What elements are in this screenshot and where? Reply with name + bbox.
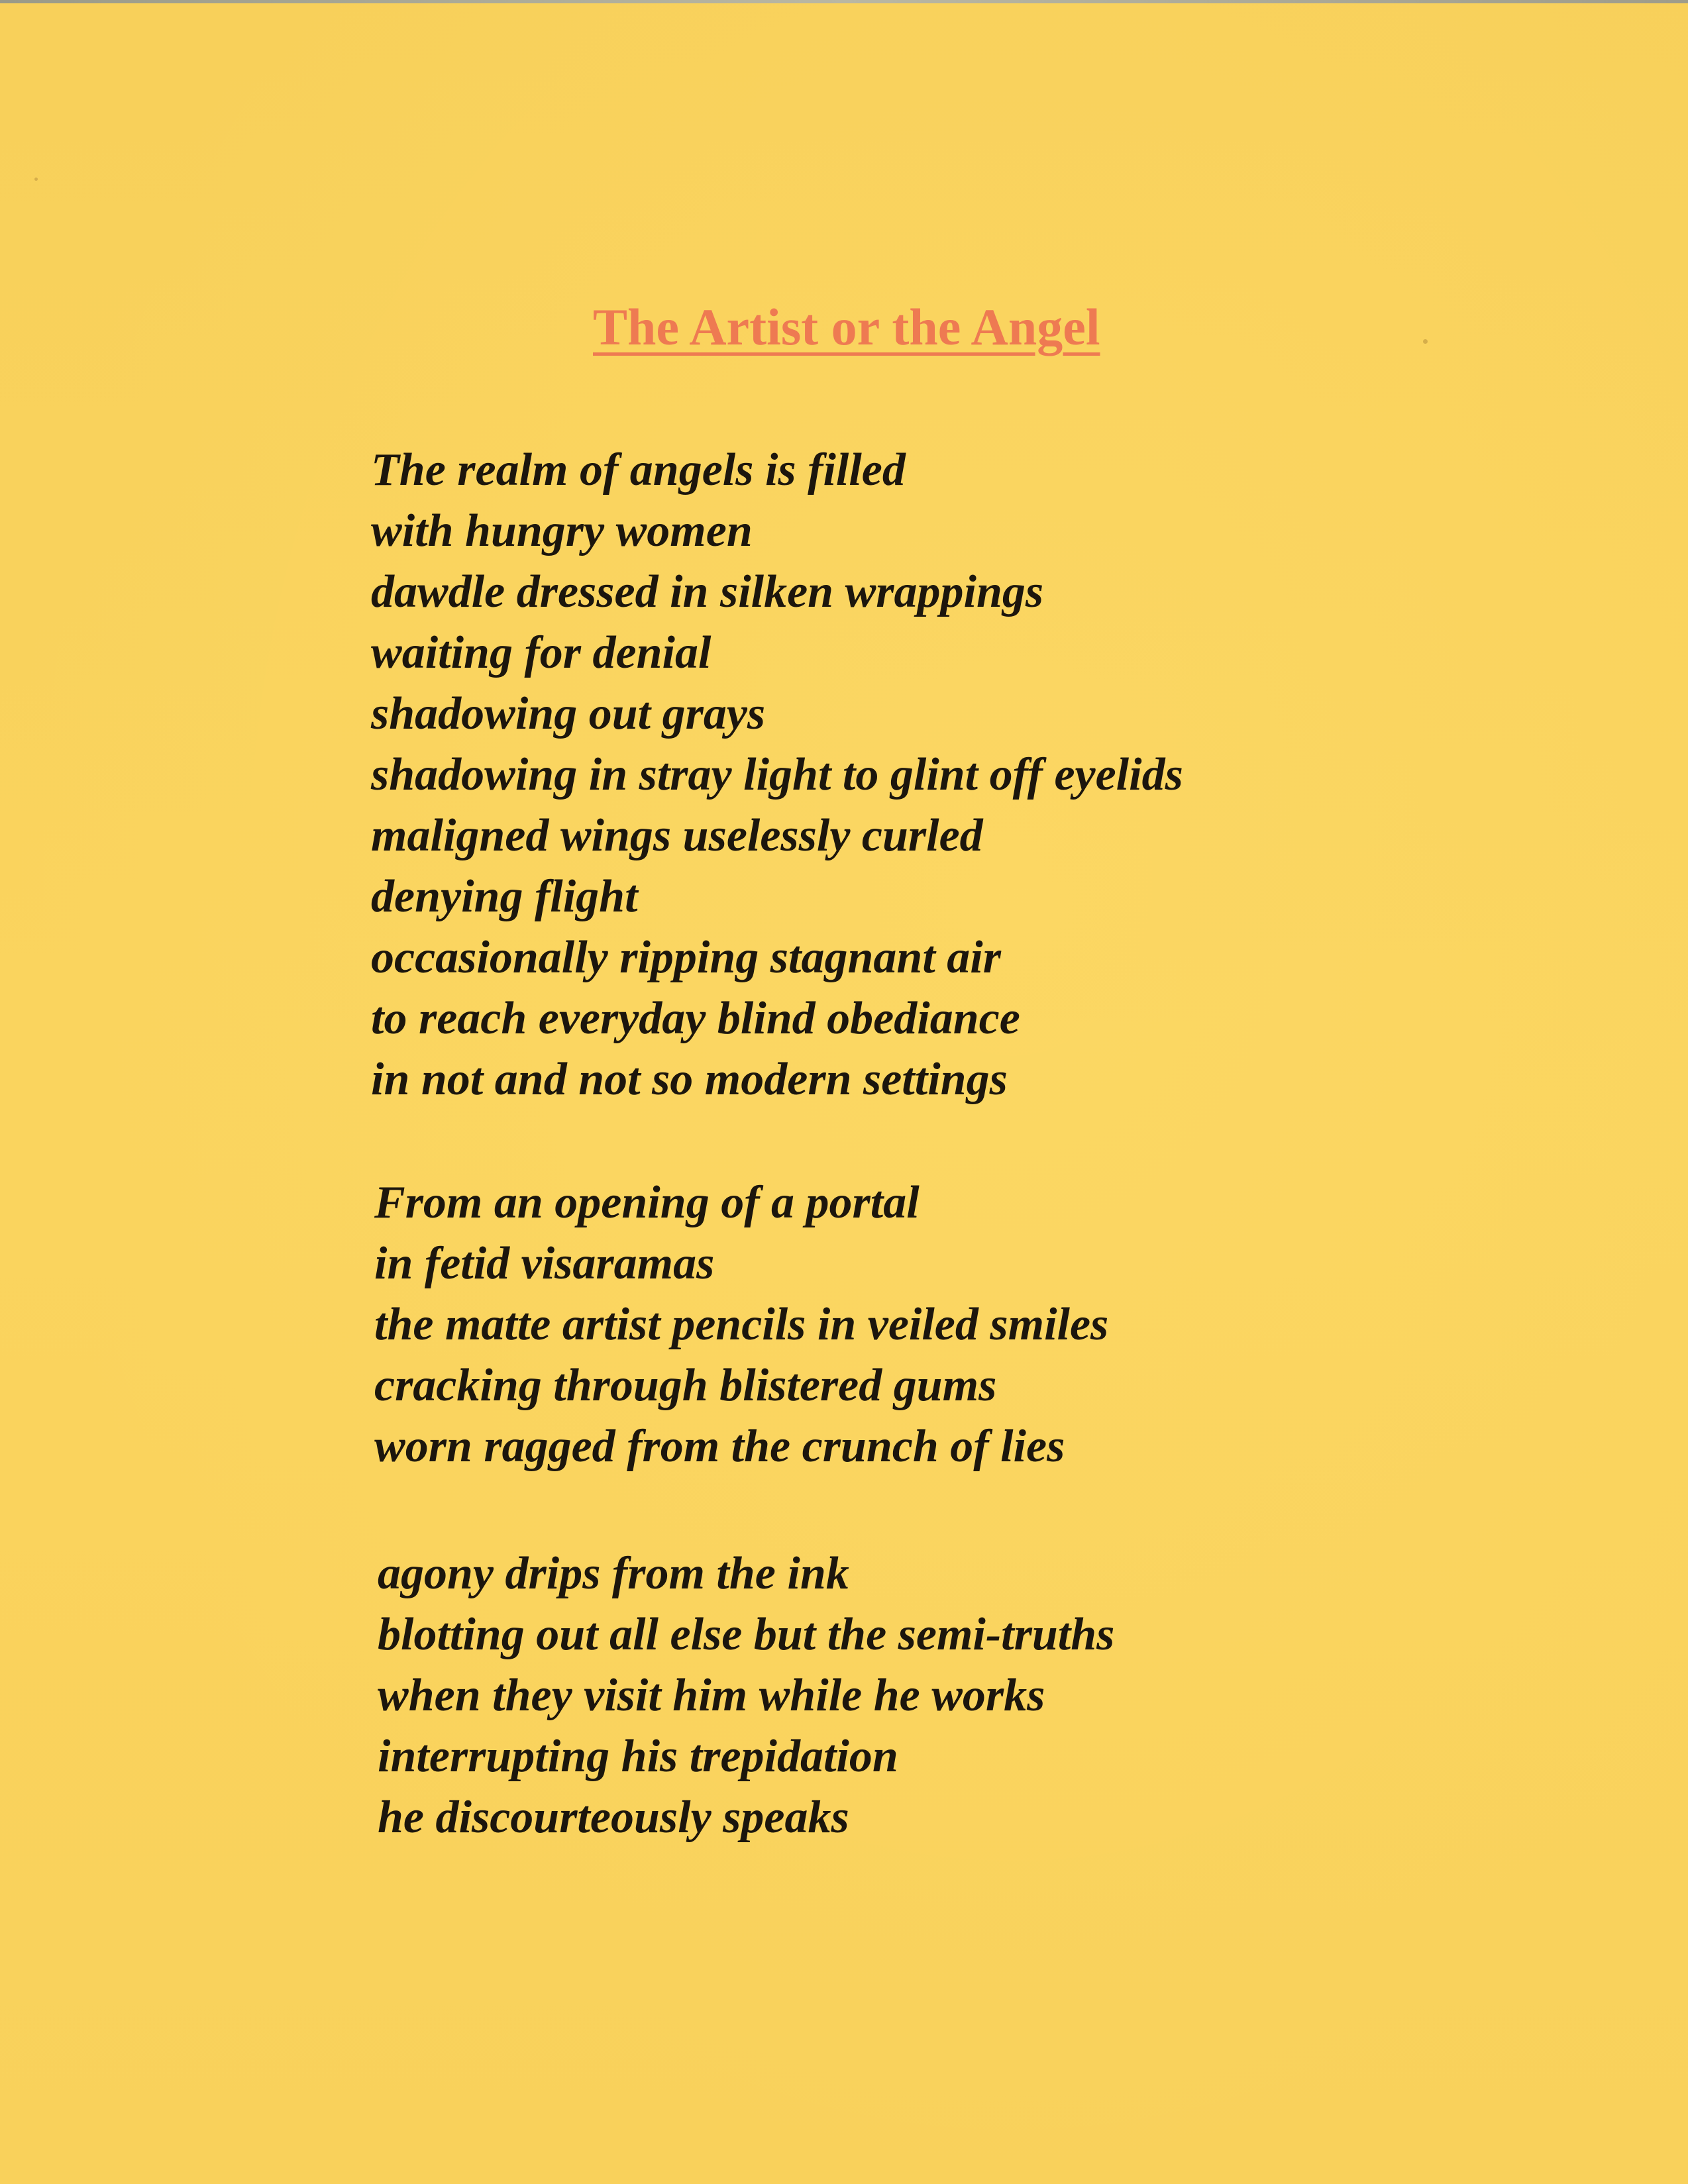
scan-top-edge bbox=[0, 0, 1688, 3]
poem-line: the matte artist pencils in veiled smiles bbox=[374, 1299, 1109, 1350]
poem-line: shadowing in stray light to glint off eyelids bbox=[371, 749, 1183, 800]
stanza-1 bbox=[371, 440, 1183, 1110]
poem-line: when they visit him while he works bbox=[378, 1670, 1045, 1721]
poem-line: dawdle dressed in silken wrappings bbox=[371, 566, 1044, 617]
poem-line: in fetid visaramas bbox=[374, 1238, 715, 1289]
poem-line: waiting for denial bbox=[371, 627, 712, 678]
poem-line: interrupting his trepidation bbox=[378, 1731, 898, 1782]
poem-line: From an opening of a portal bbox=[374, 1177, 920, 1228]
poem-line: in not and not so modern settings bbox=[371, 1054, 1008, 1105]
poem-line: The realm of angels is filled bbox=[371, 444, 906, 495]
poem-line: agony drips from the ink bbox=[378, 1548, 849, 1599]
poem-line: with hungry women bbox=[371, 505, 753, 556]
poem-line: occasionally ripping stagnant air bbox=[371, 932, 1001, 983]
stanza-3 bbox=[378, 1543, 1114, 1848]
paper-speck bbox=[34, 178, 38, 181]
poem-line: worn ragged from the crunch of lies bbox=[374, 1421, 1065, 1472]
paper-speck bbox=[1423, 339, 1428, 344]
poem-title: The Artist or the Angel bbox=[593, 298, 1100, 356]
stanza-2 bbox=[374, 1172, 1108, 1477]
poem-line: blotting out all else but the semi-truths bbox=[378, 1609, 1115, 1660]
poem-line: denying flight bbox=[371, 871, 638, 922]
poem-line: shadowing out grays bbox=[371, 688, 766, 739]
poem-line: maligned wings uselessly curled bbox=[371, 810, 983, 861]
poem-line: he discourteously speaks bbox=[378, 1792, 849, 1843]
poem-line: to reach everyday blind obediance bbox=[371, 993, 1020, 1044]
poem-line: cracking through blistered gums bbox=[374, 1360, 997, 1411]
